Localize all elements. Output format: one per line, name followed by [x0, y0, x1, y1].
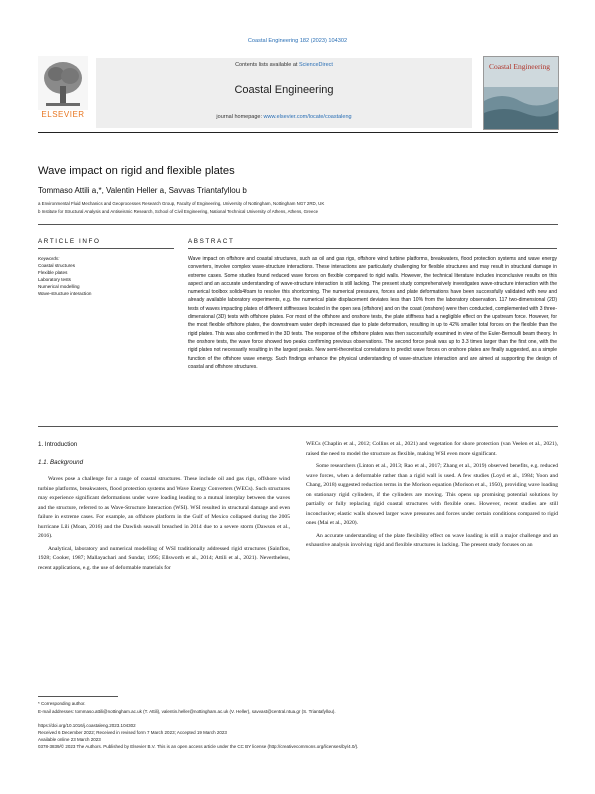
abstract-bottom-rule — [38, 426, 558, 427]
keyword: Flexible plates — [38, 270, 68, 275]
body-paragraph: An accurate understanding of the plate flexibility effect on wave loading is still a major challenge and an exhaustive analysis involving rigid and flexible structures is lacking. The present study focuses on an — [306, 532, 558, 548]
available-online: Available online 23 March 2023 — [38, 737, 101, 742]
affiliation-b: b Institute for Structural Analysis and Antiseismic Research, School of Civil Engineering, National Technical University of Athens, Athens, Greece — [38, 209, 319, 214]
article-info-heading: ARTICLE INFO — [38, 238, 101, 245]
cover-wave-icon — [484, 57, 558, 129]
journal-reference[interactable]: Coastal Engineering 182 (2023) 104302 — [247, 38, 348, 44]
publisher-name: ELSEVIER — [41, 110, 85, 119]
body-paragraph: Waves pose a challenge for a range of coastal structures. These include oil and gas rigs, offshore wind turbine platforms, breakwaters, flood protection systems and Wave Energy Converters (WECs). Such structures may experience significant deformations under wave loading leading to a mutual interplay between the waves and the structure, referred to as Wave-Structure Interaction (WSI). WSI resulted in structural damage and even failure in extreme cases. For example, an offshore platform in the Gulf of Mexico collapsed during the 2005 hurricane Lili (Moan, 2016) and the Dawlish seawall breached in 2014 due to a severe storm (Dawson et al., 2016). — [38, 476, 290, 539]
keyword: Numerical modelling — [38, 284, 80, 289]
footnote-rule — [38, 696, 118, 697]
contents-line — [96, 62, 472, 68]
doi-link[interactable]: https://doi.org/10.1016/j.coastaleng.2023.104302 — [38, 723, 136, 728]
affiliation-a: a Environmental Fluid Mechanics and Geoprocesses Research Group, Faculty of Engineering, University of Nottingham, Nottingham NG7 2RD, UK — [38, 201, 325, 206]
license-line: 0378-3839/© 2023 The Authors. Published by Elsevier B.V. This is an open access article under the CC BY license (http://creativecommons.org/licenses/by/4.0/). — [38, 744, 359, 749]
article-info-rule — [38, 248, 174, 249]
cover-title: Coastal Engineering — [489, 62, 551, 71]
body-paragraph: Analytical, laboratory and numerical modelling of WSI traditionally addressed rigid structures (Sainflou, 1928; Cooker, 1987; Mallayachari and Sundar, 1995; Ellsworth et al., 2014; Attili et al., 2021). Nevertheless, recent applications, e.g. the use of deformable materials for — [38, 545, 290, 571]
body-paragraph: WECs (Chaplin et al., 2012; Collins et al., 2021) and vegetation for shore protection (van Veelen et al., 2021), raised the need to model the structure as flexible, making WSI even more significant. — [306, 441, 558, 457]
keyword: Coastal structures — [38, 263, 76, 268]
homepage-link[interactable]: www.elsevier.com/locate/coastaleng — [263, 114, 352, 120]
corresponding-note: * Corresponding author. — [38, 701, 86, 706]
contents-prefix: Contents lists available at — [235, 62, 299, 68]
abstract-text: Wave impact on offshore and coastal structures, such as oil and gas rigs, offshore wind turbine platforms, breakwaters, flood protection systems and wave energy converters, involve complex wave-structure interactions. These interactions are particularly challenging for flexible structures and may result in structural damage in extreme cases. Some studies found reduced wave forces on flexible compared to rigid walls. However, the technical literature includes inconclusive results on this aspect and an accurate understanding of wave-structure interaction is still lacking. The present study comprehensively investigates wave-structure interaction with the numerical toolbox solids4foam to resolve this shortcoming. The numerical pressures, forces and plate deformations have been successfully validated with new and already available laboratory experiments, e.g. the numerical plate displacement deviates less than 10% from the laboratory observation. 117 two-dimensional (2D) tests of waves impacting plates of different stiffnesses located in the open sea (offshore) and on the coast (onshore) were then conducted, complemented with 3 three-dimensional (3D) tests with offshore plates. For most of the offshore and onshore tests, the plate stiffness had a negligible effect on the upstream force. However, for the most flexible offshore plates, the downstream water depth increased due to plate deformation, resulting in up to 42% smaller total forces on the flexible than the rigid plates. This was also confirmed in the 3D tests. The response of the offshore plates was then successfully examined in view of the Euler-Bernoulli beam theory. In the onshore tests, the wave force showed two peaks confirming previous observations. The second force peak was up to 3.3 times larger than the first one, with the rigid plates not necessarily resulting in the largest peaks. New semi-theoretical correlations to predict wave forces on onshore plates are finally suggested, as a simple function of the offshore wave energy. Such findings enhance the physical understanding of wave-structure interaction and are aimed at supporting the design of coastal and offshore structures. — [188, 256, 557, 370]
email-addresses: E-mail addresses: tommaso.attili@nottingham.ac.uk (T. Attili), valentin.heller@nottingham.ac.uk (V. Heller), savvast@central.ntua.gr (S. Triantafyllou). — [38, 709, 336, 714]
journal-cover-image — [483, 56, 559, 130]
article-title: Wave impact on rigid and flexible plates — [38, 165, 235, 177]
subsection-heading: 1.1. Background — [38, 458, 84, 466]
elsevier-logo — [38, 56, 88, 122]
abstract-heading: ABSTRACT — [188, 238, 235, 245]
keywords-label: Keywords: — [38, 256, 60, 261]
section-heading: 1. Introduction — [38, 441, 78, 448]
keyword: Laboratory tests — [38, 277, 71, 282]
sciencedirect-link[interactable]: ScienceDirect — [298, 62, 333, 68]
homepage-prefix: journal homepage: — [216, 114, 264, 120]
body-left-column — [38, 440, 290, 576]
affiliation-rule — [38, 224, 558, 225]
journal-name: Coastal Engineering — [234, 84, 334, 96]
keyword: Wave-structure interaction — [38, 291, 92, 296]
received-dates: Received 6 December 2022; Received in revised form 7 March 2023; Accepted 19 March 2023 — [38, 730, 227, 735]
homepage-line — [96, 114, 472, 120]
body-paragraph: Some researchers (Linton et al., 2013; Rao et al., 2017; Zhang et al., 2019) observed benefits, e.g. reduced wave forces, when a deformable rather than a rigid wall is used. A few studies (Loyd et al., 1984; Yoon and Chang, 2018) suggested reduction terms in the Morison equation (Morison et al., 1950), providing wave loading on stationary rigid cylinders, if the cylinders are moving. This opens up promising potential solutions by partially or fully replacing rigid coastal structures with flexible ones. However, recent studies are still inconclusive; elastic walls showed larger wave pressures and forces under certain conditions compared to rigid ones (Mai et al., 2020). — [306, 463, 558, 526]
author-list: Tommaso Attili a,*, Valentin Heller a, Savvas Triantafyllou b — [38, 186, 247, 195]
body-right-column — [306, 440, 558, 554]
abstract-rule — [188, 248, 557, 249]
header-rule — [38, 132, 558, 133]
